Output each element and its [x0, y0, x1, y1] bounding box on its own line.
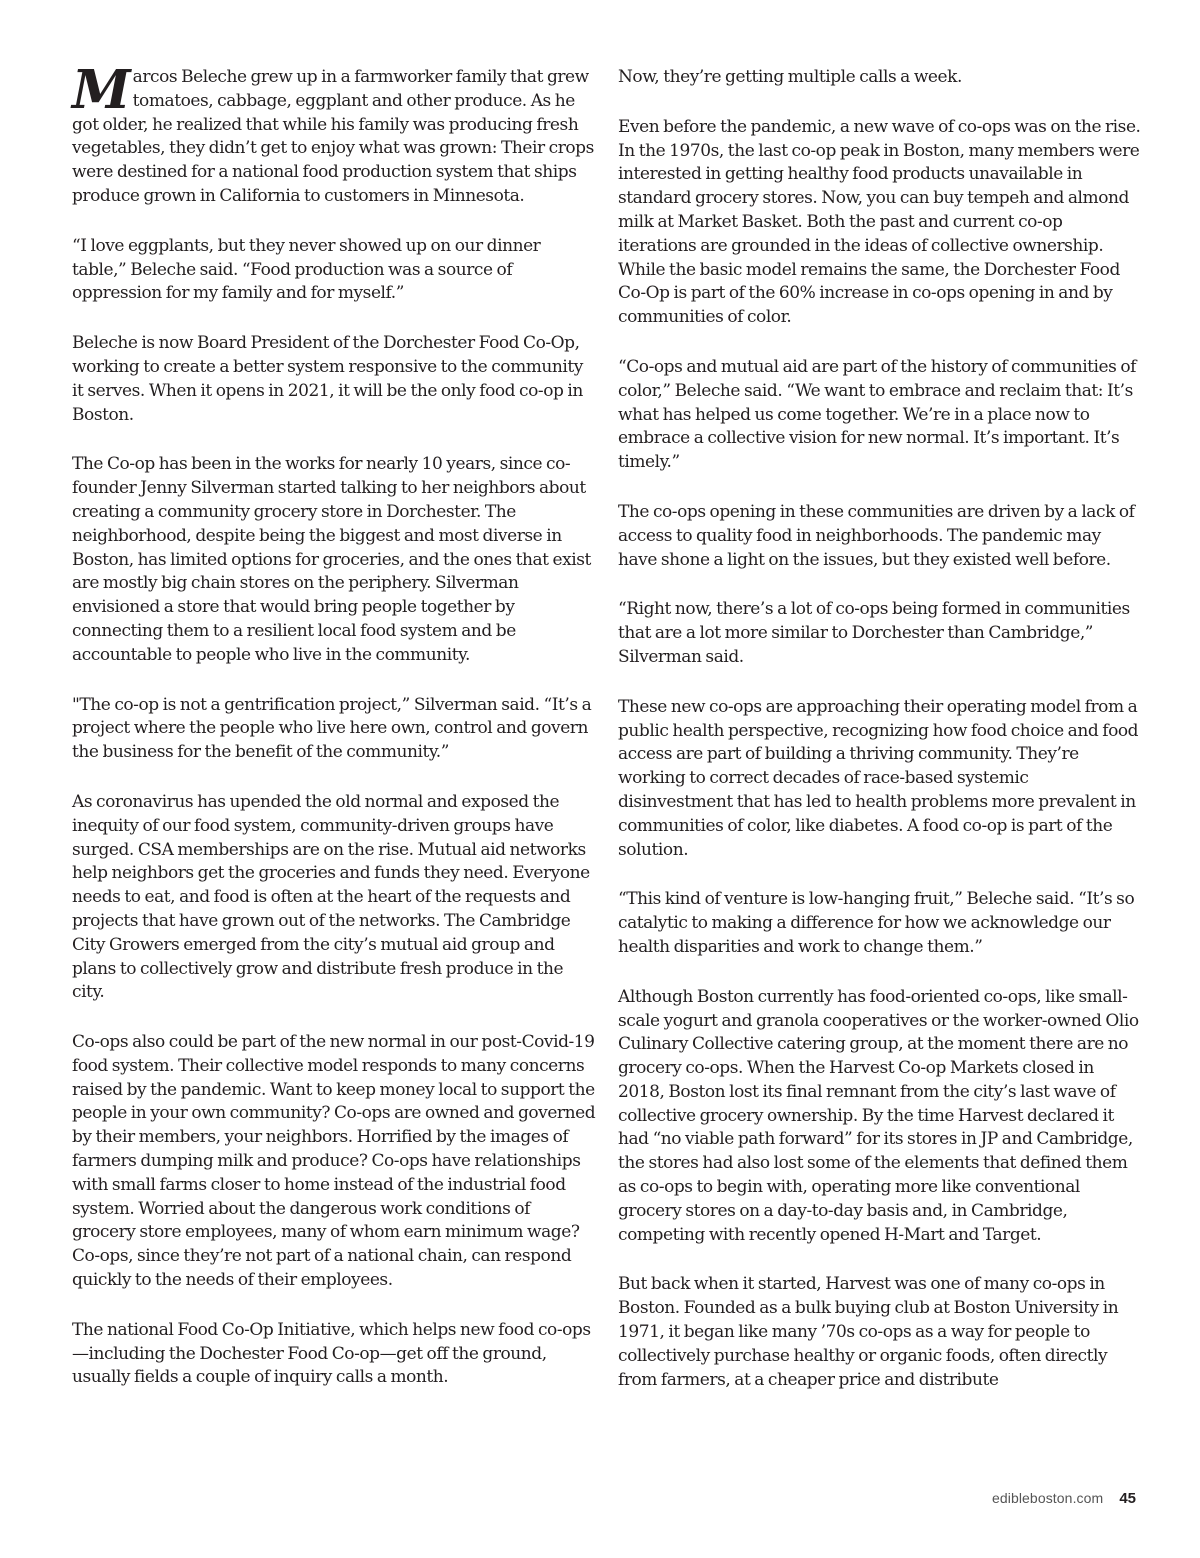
- article-paragraph-10: Even before the pandemic, a new wave of co-ops was on the rise. In the 1970s, the last co-op peak in Boston, many members were interested in getting healthy food products unavailable in standard grocery stores. Now, you can buy tempeh and almond milk at Market Basket. Both the past and current co-op iterations are grounded in the ideas of collective ownership. While the basic model remains the same, the Dorchester Food Co-Op is part of the 60% increase in co-ops opening in and by communities of color.: [618, 116, 1141, 328]
- drop-cap: M: [72, 59, 129, 121]
- article-paragraph-6: As coronavirus has upended the old normal and exposed the inequity of our food system, community-driven groups have surged. CSA memberships are on the rise. Mutual aid networks help neighbors get the groceries and funds they need. Everyone needs to eat, and food is often at the heart of the requests and projects that have grown out of the networks. The Cambridge City Growers emerged from the city’s mutual aid group and plans to collectively grow and distribute fresh produce in the city.: [72, 791, 590, 1003]
- footer-site-link[interactable]: edibleboston.com: [991, 1490, 1104, 1506]
- article-paragraph-13: “Right now, there’s a lot of co-ops being formed in communities that are a lot more similar to Dorchester than Cambridge,” Silverman said.: [618, 599, 1130, 667]
- article-paragraph-8: The national Food Co-Op Initiative, which helps new food co-ops—including the Dochester Food Co-op—get off the ground, usually fields a couple of inquiry calls a month.: [72, 1319, 591, 1388]
- article-paragraph-16: Although Boston currently has food-oriented co-ops, like small-scale yogurt and granola cooperatives or the worker-owned Olio Culinary Collective catering group, at the moment there are no grocery co-ops. When the Harvest Co-op Markets closed in 2018, Boston lost its final remnant from the city’s last wave of collective grocery ownership. By the time Harvest declared it had “no viable path forward” for its stores in JP and Cambridge, the stores had also lost some of the elements that defined them as co-ops to begin with, operating more like conventional grocery stores on a day-to-day basis and, in Cambridge, competing with recently opened H-Mart and Target.: [618, 986, 1139, 1245]
- article-paragraph-11: “Co-ops and mutual aid are part of the history of communities of color,” Beleche said. “We want to embrace and reclaim that: It’s what has helped us come together. We’re in a place now to embrace a collective vision for new normal. It’s important. It’s timely.”: [618, 356, 1137, 473]
- page-number: 45: [1119, 1490, 1136, 1507]
- article-paragraph-17: But back when it started, Harvest was one of many co-ops in Boston. Founded as a bulk buying club at Boston University in 1971, it began like many ’70s co-ops as a way for people to collectively purchase healthy or organic foods, often directly from farmers, at a cheaper price and distribute: [618, 1274, 1119, 1390]
- page-footer: [992, 1490, 1136, 1507]
- right-column: [618, 66, 1142, 1418]
- article-paragraph-1: [72, 59, 596, 209]
- article-paragraph-4: The Co-op has been in the works for nearly 10 years, since co-founder Jenny Silverman started talking to her neighbors about creating a community grocery store in Dorchester. The neighborhood, despite being the biggest and most diverse in Boston, has limited options for groceries, and the ones that exist are mostly big chain stores on the periphery. Silverman envisioned a store that would bring people together by connecting them to a resilient local food system and be accountable to people who live in the community.: [72, 454, 591, 665]
- article-paragraph-9: Now, they’re getting multiple calls a week.: [618, 67, 962, 87]
- paragraph-text: arcos Beleche grew up in a farmworker family that grew tomatoes, cabbage, eggplant and other produce. As he got older, he realized that while his family was producing fresh vegetables, they didn’t get to enjoy what was grown: Their crops were destined for a national food production system that ships produce grown in California to customers in Minnesota.: [72, 67, 594, 206]
- left-column: [72, 59, 596, 1416]
- article-paragraph-7: Co-ops also could be part of the new normal in our post-Covid-19 food system. Their collective model responds to many concerns raised by the pandemic. Want to keep money local to support the people in your own community? Co-ops are owned and governed by their members, your neighbors. Horrified by the images of farmers dumping milk and produce? Co-ops have relationships with small farms closer to home instead of the industrial food system. Worried about the dangerous work conditions of grocery store employees, many of whom earn minimum wage? Co-ops, since they’re not part of a national chain, can respond quickly to the needs of their employees.: [72, 1032, 596, 1291]
- article-paragraph-3: Beleche is now Board President of the Dorchester Food Co-Op, working to create a better system responsive to the community it serves. When it opens in 2021, it will be the only food co-op in Boston.: [72, 333, 583, 425]
- article-paragraph-5: "The co-op is not a gentrification project,” Silverman said. “It’s a project where the people who live here own, control and govern the business for the benefit of the community.”: [72, 694, 592, 763]
- article-paragraph-2: “I love eggplants, but they never showed up on our dinner table,” Beleche said. “Food production was a source of oppression for my family and for myself.”: [72, 235, 541, 304]
- article-paragraph-12: The co-ops opening in these communities are driven by a lack of access to quality food in neighborhoods. The pandemic may have shone a light on the issues, but they existed well before.: [618, 501, 1135, 570]
- article-paragraph-14: These new co-ops are approaching their operating model from a public health perspective, recognizing how food choice and food access are part of building a thriving community. They’re working to correct decades of race-based systemic disinvestment that has led to health problems more prevalent in communities of color, like diabetes. A food co-op is part of the solution.: [618, 696, 1139, 860]
- article-paragraph-15: “This kind of venture is low-hanging fruit,” Beleche said. “It’s so catalytic to making a difference for how we acknowledge our health disparities and work to change them.”: [618, 889, 1135, 957]
